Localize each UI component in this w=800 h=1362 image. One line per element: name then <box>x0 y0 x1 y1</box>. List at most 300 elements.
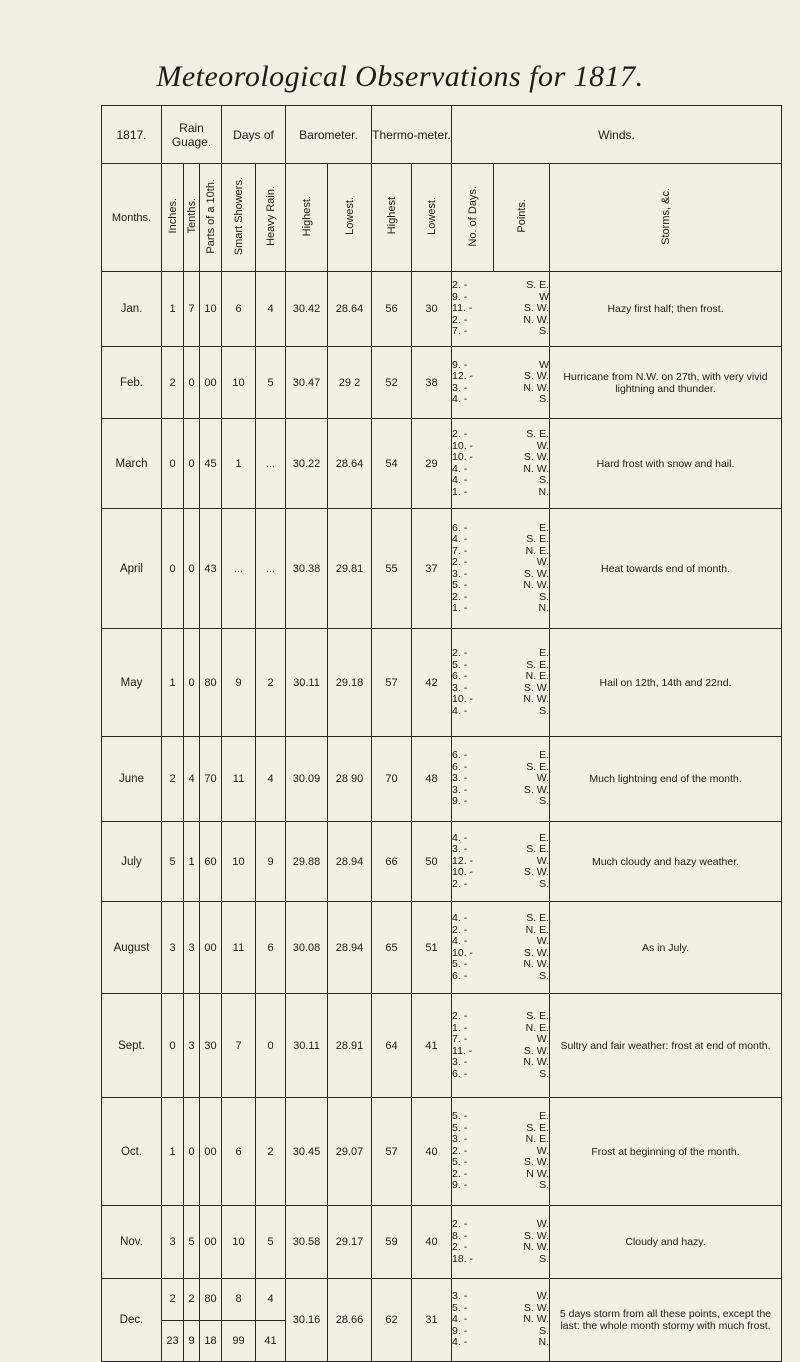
wind-point: S. W. <box>523 681 550 694</box>
inches-cell: 0 <box>162 419 184 509</box>
wind-days: 2. - <box>452 1010 468 1022</box>
heavy-cell: 4 <box>256 737 286 822</box>
month-cell: July <box>102 822 162 902</box>
wind-entry <box>452 1057 549 1069</box>
parts-cell: 80 <box>200 629 222 737</box>
baro-low-cell: 28 90 <box>328 737 372 822</box>
table-row <box>102 272 782 347</box>
wind-days: 3. - <box>452 772 468 785</box>
showers-cell: 6 <box>222 1098 256 1206</box>
wind-entry <box>452 603 549 615</box>
winds-cell <box>452 347 550 419</box>
wind-point: S. W. <box>523 783 550 796</box>
wind-days: 3. - <box>452 843 468 856</box>
winds-cell <box>452 1098 550 1206</box>
storms-cell: Hard frost with snow and hail. <box>550 419 782 509</box>
wind-days: 3. - <box>452 1056 468 1068</box>
thermo-high-cell: 55 <box>372 509 412 629</box>
heavy-cell: 2 <box>256 629 286 737</box>
observations-table <box>101 105 782 1362</box>
thermo-high-cell: 65 <box>372 902 412 994</box>
baro-low-cell: 28.64 <box>328 419 372 509</box>
winds-cell <box>452 737 550 822</box>
showers-cell: 11 <box>222 902 256 994</box>
wind-entry <box>452 534 549 546</box>
wind-point: N W. <box>526 1167 550 1180</box>
heavy-cell: 5 <box>256 347 286 419</box>
no-of-days-header: No. of Days. <box>466 185 479 247</box>
page-title: Meteorological Observations for 1817. <box>156 60 644 93</box>
month-cell: Oct. <box>102 1098 162 1206</box>
baro-low-cell: 28.66 <box>328 1279 372 1362</box>
wind-days: 4. - <box>452 474 468 486</box>
month-cell: Nov. <box>102 1206 162 1279</box>
thermo-low-cell: 40 <box>412 1206 452 1279</box>
inches-cell: 1 <box>162 1098 184 1206</box>
wind-point: S. W. <box>523 1301 550 1314</box>
month-cell: April <box>102 509 162 629</box>
wind-days: 12. - <box>452 370 474 382</box>
wind-point: S. <box>539 877 550 890</box>
wind-entry <box>452 1011 549 1023</box>
total-inches: 23 <box>162 1320 183 1362</box>
wind-days: 7. - <box>452 544 468 557</box>
table-row <box>102 1206 782 1279</box>
header-row-sub <box>102 164 782 272</box>
tenths-cell: 1 <box>184 822 200 902</box>
baro-high-cell: 30.58 <box>286 1206 328 1279</box>
wind-point: N. W. <box>523 1056 550 1068</box>
table-row <box>102 994 782 1098</box>
tenths-cell: 5 <box>184 1206 200 1279</box>
wind-entry <box>452 879 549 891</box>
wind-entry <box>452 648 549 660</box>
wind-days: 5. - <box>452 958 468 970</box>
parts-cell: 00 <box>200 1206 222 1279</box>
storms-cell: Heat towards end of month. <box>550 509 782 629</box>
parts-cell: 43 <box>200 509 222 629</box>
wind-point: N. <box>538 485 550 498</box>
storms-cell: As in July. <box>550 902 782 994</box>
rain-gauge-header: Rain Guage. <box>162 106 222 164</box>
showers-cell: 9 <box>222 629 256 737</box>
baro-low-cell: 29.81 <box>328 509 372 629</box>
baro-high-cell: 30.47 <box>286 347 328 419</box>
wind-entry <box>452 1069 549 1081</box>
wind-days: 6. - <box>452 760 468 773</box>
month-cell: May <box>102 629 162 737</box>
wind-point: W <box>539 290 550 303</box>
month-cell: Jan. <box>102 272 162 347</box>
wind-days: 4. - <box>452 533 468 545</box>
wind-days: 7. - <box>452 325 468 338</box>
wind-days: 9. - <box>452 1324 468 1337</box>
tenths-cell: 3 <box>184 994 200 1098</box>
wind-days: 5. - <box>452 1156 468 1169</box>
wind-entry <box>452 936 549 948</box>
wind-days: 10. - <box>452 866 474 879</box>
wind-days: 9. - <box>452 290 468 303</box>
thermo-low-cell: 38 <box>412 347 452 419</box>
baro-highest-header: Highest. <box>300 195 313 237</box>
wind-entry <box>452 706 549 718</box>
winds-cell <box>452 509 550 629</box>
thermo-high-cell: 57 <box>372 629 412 737</box>
inches-cell: 2 <box>162 737 184 822</box>
wind-point: S. <box>539 1324 550 1337</box>
wind-point: S. <box>539 969 550 982</box>
wind-point: S. W. <box>523 946 550 959</box>
tenths-cell: 0 <box>184 629 200 737</box>
inches-cell: 3 <box>162 902 184 994</box>
wind-entry <box>452 452 549 464</box>
showers-cell: 8 <box>235 1293 242 1306</box>
tenths-cell: 4 <box>184 737 200 822</box>
wind-point: S. E. <box>526 760 550 773</box>
parts-header: Parts of a 10th. <box>204 178 217 254</box>
tenths-header: Tenths. <box>185 198 198 234</box>
thermo-high-cell: 66 <box>372 822 412 902</box>
wind-days: 9. - <box>452 1179 468 1192</box>
parts-cell: 45 <box>200 419 222 509</box>
wind-point: S. W. <box>523 1044 550 1057</box>
wind-days: 4. - <box>452 393 468 405</box>
thermo-highest-header: Highest <box>385 197 398 235</box>
month-cell: Feb. <box>102 347 162 419</box>
wind-point: S. E. <box>526 658 550 671</box>
year-header: 1817. <box>102 106 162 164</box>
wind-point: S. E. <box>526 428 550 440</box>
wind-days: 2. - <box>452 279 468 292</box>
thermo-low-cell: 48 <box>412 737 452 822</box>
baro-low-cell: 28.94 <box>328 822 372 902</box>
wind-point: W. <box>536 556 550 568</box>
storms-cell: Hurricane from N.W. on 27th, with very vivid lightning and thunder. <box>550 347 782 419</box>
winds-cell <box>452 902 550 994</box>
wind-point: S. W. <box>523 370 550 382</box>
total-tenths: 9 <box>184 1320 199 1362</box>
wind-point: N. E. <box>525 544 550 557</box>
heavy-cell: 0 <box>256 994 286 1098</box>
wind-point: W. <box>536 1144 550 1157</box>
wind-days: 3. - <box>452 681 468 694</box>
wind-days: 3. - <box>452 567 468 580</box>
thermo-low-cell: 42 <box>412 629 452 737</box>
thermo-low-cell: 41 <box>412 994 452 1098</box>
wind-days: 4. - <box>452 912 468 924</box>
baro-high-cell: 30.22 <box>286 419 328 509</box>
wind-point: E. <box>539 831 550 844</box>
thermo-low-cell: 50 <box>412 822 452 902</box>
baro-low-cell: 28.94 <box>328 902 372 994</box>
thermo-high-cell: 56 <box>372 272 412 347</box>
wind-point: N. W. <box>523 313 550 326</box>
wind-point: E. <box>539 1110 550 1123</box>
wind-point: S. <box>539 795 550 808</box>
wind-point: S. <box>539 1179 550 1192</box>
baro-high-cell: 30.08 <box>286 902 328 994</box>
wind-days: 7. - <box>452 1033 468 1045</box>
wind-point: N. E. <box>525 923 550 936</box>
wind-days: 2. - <box>452 428 468 440</box>
wind-point: S. E. <box>526 1010 550 1022</box>
inches-cell: 5 <box>162 822 184 902</box>
wind-entry <box>452 671 549 683</box>
wind-days: 3. - <box>452 1133 468 1146</box>
wind-entry <box>452 1337 549 1349</box>
wind-point: N. W. <box>523 1241 550 1253</box>
storms-cell: Much cloudy and hazy weather. <box>550 822 782 902</box>
winds-cell <box>452 419 550 509</box>
thermo-low-cell: 29 <box>412 419 452 509</box>
wind-days: 4. - <box>452 935 468 947</box>
total-showers: 99 <box>222 1320 255 1362</box>
table-row <box>102 509 782 629</box>
wind-entry <box>452 475 549 487</box>
wind-point: N. W. <box>523 958 550 970</box>
winds-cell <box>452 272 550 347</box>
tenths-cell: 2 <box>188 1293 195 1306</box>
inches-header: Inches. <box>166 198 179 234</box>
parts-cell: 80 <box>204 1293 217 1306</box>
wind-days: 6. - <box>452 969 468 982</box>
wind-entry <box>452 371 549 383</box>
baro-high-cell: 30.09 <box>286 737 328 822</box>
wind-entry <box>452 557 549 569</box>
storms-cell: Hail on 12th, 14th and 22nd. <box>550 629 782 737</box>
parts-cell: 00 <box>200 902 222 994</box>
wind-days: 11. - <box>452 302 473 315</box>
parts-cell: 30 <box>200 994 222 1098</box>
wind-point: S. E. <box>526 912 550 924</box>
wind-days: 2. - <box>452 923 468 936</box>
inches-cell: 2 <box>169 1293 176 1306</box>
months-header: Months. <box>102 164 162 272</box>
storms-cell: Cloudy and hazy. <box>550 1206 782 1279</box>
baro-low-cell: 29 2 <box>328 347 372 419</box>
baro-low-cell: 28.91 <box>328 994 372 1098</box>
heavy-cell: 5 <box>256 1206 286 1279</box>
wind-point: N. W. <box>523 579 550 591</box>
thermo-high-cell: 70 <box>372 737 412 822</box>
table-row <box>102 419 782 509</box>
wind-entry <box>452 796 549 808</box>
wind-point: N. <box>538 1336 550 1349</box>
table-row-december <box>102 1279 782 1362</box>
showers-cell: ... <box>222 509 256 629</box>
winds-cell <box>452 1206 550 1279</box>
tenths-cell: 3 <box>184 902 200 994</box>
wind-days: 1. - <box>452 1021 468 1034</box>
showers-cell: 10 <box>222 1206 256 1279</box>
table-row <box>102 629 782 737</box>
heavy-cell: 6 <box>256 902 286 994</box>
showers-cell: 7 <box>222 994 256 1098</box>
inches-cell: 1 <box>162 629 184 737</box>
heavy-cell: ... <box>256 509 286 629</box>
month-cell: June <box>102 737 162 822</box>
storms-cell: 5 days storm from all these points, except the last: the whole month stormy with much frost. <box>550 1279 782 1362</box>
baro-low-cell: 29.07 <box>328 1098 372 1206</box>
days-of-header: Days of <box>222 106 286 164</box>
inches-cell: 0 <box>162 509 184 629</box>
wind-days: 5. - <box>452 658 468 671</box>
wind-days: 11. - <box>452 1044 473 1057</box>
winds-cell <box>452 1279 550 1362</box>
smart-showers-header: Smart Showers. <box>232 176 245 256</box>
wind-entry <box>452 580 549 592</box>
wind-point: S. W. <box>523 1229 550 1242</box>
wind-days: 1. - <box>452 602 468 614</box>
baro-lowest-header: Lowest. <box>343 197 356 235</box>
heavy-rain-header: Heavy Rain. <box>264 186 277 246</box>
heavy-cell: 4 <box>267 1293 274 1306</box>
wind-point: W. <box>536 935 550 947</box>
baro-low-cell: 29.18 <box>328 629 372 737</box>
thermo-low-cell: 37 <box>412 509 452 629</box>
wind-days: 2. - <box>452 647 468 659</box>
storms-cell: Sultry and fair weather: frost at end of month. <box>550 994 782 1098</box>
wind-point: W. <box>536 1033 550 1045</box>
wind-point: N. W. <box>523 1313 550 1326</box>
heavy-cell: ... <box>256 419 286 509</box>
thermo-high-cell: 59 <box>372 1206 412 1279</box>
wind-point: S. <box>539 1252 550 1265</box>
wind-days: 5. - <box>452 1121 468 1134</box>
wind-days: 5. - <box>452 1301 468 1314</box>
storms-cell: Hazy first half; then frost. <box>550 272 782 347</box>
tenths-cell: 0 <box>184 347 200 419</box>
thermo-high-cell: 62 <box>372 1279 412 1362</box>
thermo-low-cell: 51 <box>412 902 452 994</box>
wind-days: 2. - <box>452 1241 468 1253</box>
wind-days: 10. - <box>452 693 474 705</box>
wind-point: N. W. <box>523 462 550 475</box>
table-row <box>102 1098 782 1206</box>
wind-point: S. W. <box>523 451 550 463</box>
wind-days: 4. - <box>452 831 468 844</box>
total-parts: 18 <box>200 1320 221 1362</box>
wind-point: W. <box>536 854 550 867</box>
wind-days: 6. - <box>452 521 468 534</box>
wind-point: N. W. <box>523 693 550 705</box>
month-cell: Dec. <box>102 1279 162 1362</box>
wind-point: S. <box>539 393 550 405</box>
thermo-high-cell: 52 <box>372 347 412 419</box>
wind-days: 3. - <box>452 1290 468 1303</box>
baro-high-cell: 29.88 <box>286 822 328 902</box>
winds-header: Winds. <box>452 106 782 164</box>
wind-point: W. <box>536 772 550 785</box>
heavy-cell: 2 <box>256 1098 286 1206</box>
wind-days: 2. - <box>452 556 468 568</box>
wind-entry <box>452 1219 549 1231</box>
storms-cell: Frost at beginning of the month. <box>550 1098 782 1206</box>
table-row <box>102 737 782 822</box>
wind-point: E. <box>539 749 550 762</box>
wind-days: 5. - <box>452 579 468 591</box>
storms-header: Storms, &c. <box>659 187 672 245</box>
wind-entry <box>452 394 549 406</box>
parts-cell: 60 <box>200 822 222 902</box>
wind-days: 4. - <box>452 1336 468 1349</box>
wind-days: 2. - <box>452 590 468 603</box>
storms-cell: Much lightning end of the month. <box>550 737 782 822</box>
wind-days: 12. - <box>452 854 474 867</box>
total-heavy: 41 <box>256 1320 285 1362</box>
thermo-high-cell: 64 <box>372 994 412 1098</box>
month-cell: August <box>102 902 162 994</box>
wind-point: W. <box>536 1218 550 1230</box>
parts-cell: 00 <box>200 1098 222 1206</box>
wind-days: 6. - <box>452 1067 468 1080</box>
wind-point: W. <box>536 439 550 452</box>
wind-point: N. E. <box>525 1021 550 1034</box>
wind-point: S. E. <box>526 279 550 292</box>
wind-point: N. W. <box>523 381 550 394</box>
showers-cell: 10 <box>222 347 256 419</box>
wind-point: E. <box>539 521 550 534</box>
wind-entry <box>452 1034 549 1046</box>
wind-days: 18. - <box>452 1252 474 1265</box>
heavy-cell: 4 <box>256 272 286 347</box>
heavy-cell: 9 <box>256 822 286 902</box>
baro-high-cell: 30.11 <box>286 994 328 1098</box>
wind-point: S. <box>539 590 550 603</box>
wind-point: S. W. <box>523 567 550 580</box>
baro-high-cell: 30.16 <box>286 1279 328 1362</box>
wind-entry <box>452 1180 549 1192</box>
showers-cell: 11 <box>222 737 256 822</box>
parts-cell: 70 <box>200 737 222 822</box>
header-row-top <box>102 106 782 164</box>
wind-entry <box>452 1242 549 1254</box>
wind-entry <box>452 487 549 499</box>
wind-entry <box>452 1254 549 1266</box>
wind-days: 8. - <box>452 1229 468 1242</box>
showers-cell: 1 <box>222 419 256 509</box>
wind-days: 9. - <box>452 795 468 808</box>
inches-cell: 0 <box>162 994 184 1098</box>
thermo-lowest-header: Lowest. <box>425 197 438 235</box>
wind-days: 5. - <box>452 1110 468 1123</box>
thermo-low-cell: 31 <box>412 1279 452 1362</box>
wind-entry <box>452 429 549 441</box>
baro-high-cell: 30.11 <box>286 629 328 737</box>
thermo-low-cell: 30 <box>412 272 452 347</box>
wind-days: 2. - <box>452 1167 468 1180</box>
thermo-high-cell: 57 <box>372 1098 412 1206</box>
baro-high-cell: 30.45 <box>286 1098 328 1206</box>
points-header: Points. <box>515 199 528 233</box>
showers-cell: 6 <box>222 272 256 347</box>
wind-entry <box>452 971 549 983</box>
wind-days: 3. - <box>452 783 468 796</box>
wind-point: S. W. <box>523 1156 550 1169</box>
wind-entry <box>452 694 549 706</box>
wind-point: N. <box>538 602 550 614</box>
tenths-cell: 0 <box>184 419 200 509</box>
wind-entry <box>452 326 549 338</box>
wind-days: 1. - <box>452 485 468 498</box>
winds-cell <box>452 629 550 737</box>
parts-cell: 00 <box>200 347 222 419</box>
thermo-high-cell: 54 <box>372 419 412 509</box>
table-row <box>102 902 782 994</box>
tenths-cell: 0 <box>184 509 200 629</box>
month-cell: March <box>102 419 162 509</box>
parts-cell: 10 <box>200 272 222 347</box>
